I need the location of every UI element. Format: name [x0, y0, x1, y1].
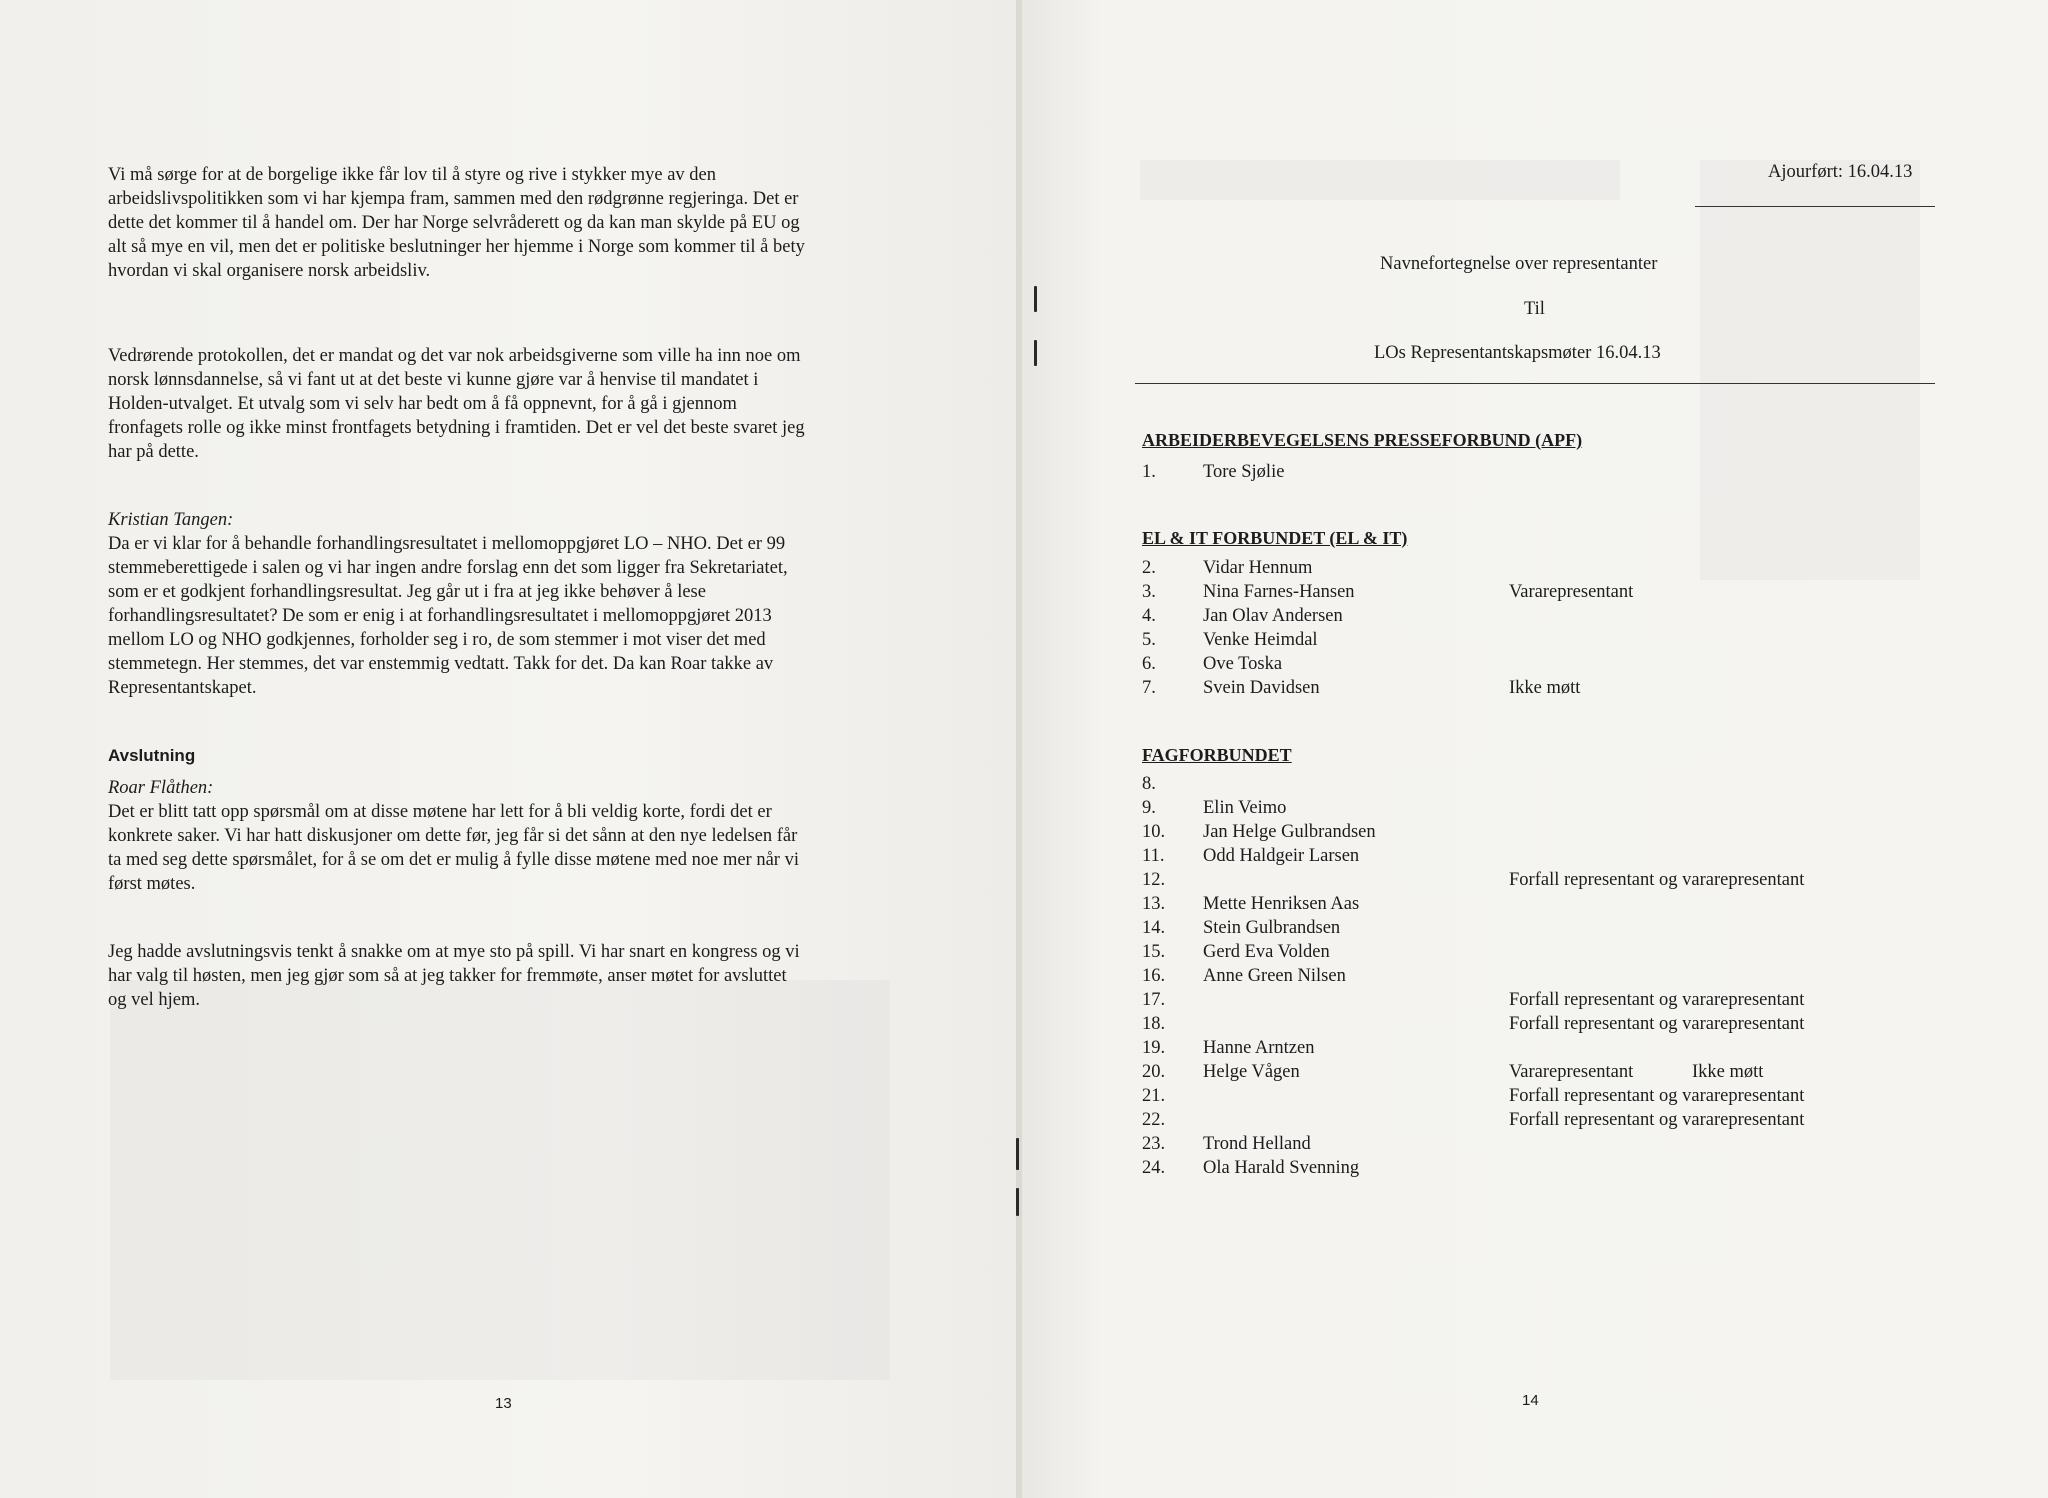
member-note: Forfall representant og vararepresentant	[1509, 990, 1805, 1010]
member-number: 22.	[1142, 1110, 1166, 1130]
list-item	[1142, 868, 1962, 892]
member-note: Forfall representant og vararepresentant	[1509, 1110, 1805, 1130]
text-line: stemmeberettigede i salen og vi har ingen andre forslag enn det som ligger fra Sekretariatet,	[108, 558, 788, 578]
list-item	[1142, 964, 1962, 988]
show-through-shadow	[110, 980, 890, 1380]
page-number: 13	[495, 1395, 512, 1412]
list-item	[1142, 628, 1962, 652]
member-name: Stein Gulbrandsen	[1203, 918, 1341, 938]
member-name: Helge Vågen	[1203, 1062, 1300, 1082]
org-heading-el-it: EL & IT FORBUNDET (EL & IT)	[1142, 528, 1408, 548]
text-line: hvordan vi skal organisere norsk arbeidsliv.	[108, 261, 431, 281]
member-name: Hanne Arntzen	[1203, 1038, 1315, 1058]
text-line: konkrete saker. Vi har hatt diskusjoner om dette før, jeg får si det sånn at den nye ledelsen får	[108, 826, 798, 846]
page-gutter	[1016, 0, 1022, 1498]
header-rule	[1695, 206, 1935, 207]
page-number: 14	[1522, 1392, 1539, 1409]
member-name: Mette Henriksen Aas	[1203, 894, 1360, 914]
list-item	[1142, 580, 1962, 604]
text-line: dette det kommer til å handel om. Der har Norge selvråderett og da kan man skylde på EU og	[108, 213, 800, 233]
list-item	[1142, 652, 1962, 676]
member-name: Venke Heimdal	[1203, 630, 1318, 650]
staple-mark	[1034, 340, 1037, 366]
list-item	[1142, 988, 1962, 1012]
updated-date: Ajourført: 16.04.13	[1768, 162, 1913, 182]
member-number: 13.	[1142, 894, 1166, 914]
text-line: Det er blitt tatt opp spørsmål om at disse møtene har lett for å bli veldig korte, fordi det er	[108, 802, 772, 822]
member-note: Vararepresentant	[1509, 582, 1634, 602]
paragraph-3	[108, 508, 898, 700]
staple-mark	[1034, 286, 1037, 312]
member-number: 5.	[1142, 630, 1156, 650]
text-line: forhandlingsresultatet? De som er enig i at forhandlingsresultatet i mellomoppgjøret 2013	[108, 606, 772, 626]
list-item	[1142, 1012, 1962, 1036]
member-number: 17.	[1142, 990, 1166, 1010]
text-line: Vedrørende protokollen, det er mandat og det var nok arbeidsgiverne som ville ha inn noe om	[108, 346, 801, 366]
text-line: fronfagets rolle og ikke minst frontfagets betydning i framtiden. Det er vel det beste svaret jeg	[108, 418, 805, 438]
member-name: Ola Harald Svenning	[1203, 1158, 1360, 1178]
member-number: 16.	[1142, 966, 1166, 986]
member-note: Forfall representant og vararepresentant	[1509, 1086, 1805, 1106]
member-number: 6.	[1142, 654, 1156, 674]
list-subtitle: LOs Representantskapsmøter 16.04.13	[1374, 343, 1661, 363]
speaker-name: Kristian Tangen:	[108, 510, 234, 530]
member-note: Ikke møtt	[1509, 678, 1581, 698]
list-item	[1142, 892, 1962, 916]
list-item	[1142, 1084, 1962, 1108]
text-line: Da er vi klar for å behandle forhandlingsresultatet i mellomoppgjøret LO – NHO. Det er 99	[108, 534, 786, 554]
paragraph-1	[108, 163, 898, 283]
list-item	[1142, 796, 1962, 820]
text-line: stemmetegn. Her stemmes, det var enstemmig vedtatt. Takk for det. Da kan Roar takke av	[108, 654, 774, 674]
member-number: 7.	[1142, 678, 1156, 698]
list-item	[1142, 1132, 1962, 1156]
list-item	[1142, 820, 1962, 844]
text-line: ta med seg dette spørsmålet, for å se om det er mulig å fylle disse møtene med noe mer når vi	[108, 850, 799, 870]
text-line: norsk lønnsdannelse, så vi fant ut at det beste vi kunne gjøre var å henvise til mandatet i	[108, 370, 759, 390]
list-item	[1142, 844, 1962, 868]
member-note: Forfall representant og vararepresentant	[1509, 1014, 1805, 1034]
text-line: mellom LO og NHO godkjennes, forholder seg i ro, de som stemmer i mot viser det med	[108, 630, 766, 650]
member-number: 3.	[1142, 582, 1156, 602]
list-item	[1142, 1156, 1962, 1180]
member-number: 8.	[1142, 774, 1156, 794]
member-number: 19.	[1142, 1038, 1166, 1058]
member-number: 9.	[1142, 798, 1156, 818]
member-name: Jan Olav Andersen	[1203, 606, 1343, 626]
list-item	[1142, 676, 1962, 700]
list-title: Navnefortegnelse over representanter	[1380, 254, 1658, 274]
text-line: Vi må sørge for at de borgelige ikke får lov til å styre og rive i stykker mye av den	[108, 165, 717, 185]
text-line: som er et godkjent forhandlingsresultat. Jeg går ut i fra at jeg ikke behøver å lese	[108, 582, 706, 602]
member-number: 10.	[1142, 822, 1166, 842]
member-name: Tore Sjølie	[1203, 462, 1285, 482]
member-name: Vidar Hennum	[1203, 558, 1313, 578]
section-heading: Avslutning	[108, 746, 196, 765]
list-item	[1142, 556, 1962, 580]
text-line: Holden-utvalget. Et utvalg som vi selv har bedt om å få oppnevnt, for å gå i gjennom	[108, 394, 737, 414]
show-through-shadow	[1700, 160, 1920, 580]
member-name: Elin Veimo	[1203, 798, 1287, 818]
member-number: 1.	[1142, 462, 1156, 482]
text-line: har valg til høsten, men jeg gjør som så at jeg takker for fremmøte, anser møtet for avsluttet	[108, 966, 787, 986]
org-heading-apf: ARBEIDERBEVEGELSENS PRESSEFORBUND (APF)	[1142, 430, 1583, 450]
closing-section	[108, 744, 898, 896]
member-number: 2.	[1142, 558, 1156, 578]
member-number: 23.	[1142, 1134, 1166, 1154]
text-line: Jeg hadde avslutningsvis tenkt å snakke om at mye sto på spill. Vi har snart en kongress og vi	[108, 942, 800, 962]
org-heading-fagforbundet: FAGFORBUNDET	[1142, 745, 1292, 765]
member-number: 12.	[1142, 870, 1166, 890]
staple-mark	[1016, 1138, 1019, 1170]
list-item	[1142, 1036, 1962, 1060]
paragraph-2	[108, 344, 898, 464]
text-line: først møtes.	[108, 874, 196, 894]
member-name: Gerd Eva Volden	[1203, 942, 1330, 962]
paragraph-5	[108, 940, 898, 1012]
text-line: Representantskapet.	[108, 678, 257, 698]
staple-mark	[1016, 1188, 1019, 1216]
list-item	[1142, 916, 1962, 940]
member-number: 20.	[1142, 1062, 1166, 1082]
list-item	[1142, 772, 1962, 796]
member-number: 21.	[1142, 1086, 1166, 1106]
list-item	[1142, 1108, 1962, 1132]
member-note: Forfall representant og vararepresentant	[1509, 870, 1805, 890]
list-item	[1142, 1060, 1962, 1084]
title-rule	[1135, 383, 1935, 384]
member-name: Svein Davidsen	[1203, 678, 1320, 698]
text-line: har på dette.	[108, 442, 199, 462]
member-name: Trond Helland	[1203, 1134, 1311, 1154]
member-number: 24.	[1142, 1158, 1166, 1178]
member-number: 18.	[1142, 1014, 1166, 1034]
member-number: 11.	[1142, 846, 1165, 866]
member-name: Odd Haldgeir Larsen	[1203, 846, 1360, 866]
list-item	[1142, 604, 1962, 628]
list-item	[1142, 940, 1962, 964]
member-name: Ove Toska	[1203, 654, 1283, 674]
list-title-to: Til	[1524, 299, 1545, 319]
member-number: 14.	[1142, 918, 1166, 938]
show-through-shadow	[1140, 160, 1620, 200]
member-number: 15.	[1142, 942, 1166, 962]
member-note: Vararepresentant	[1509, 1062, 1634, 1082]
member-name: Nina Farnes-Hansen	[1203, 582, 1355, 602]
text-line: og vel hjem.	[108, 990, 200, 1010]
member-note-secondary: Ikke møtt	[1692, 1062, 1764, 1082]
text-line: alt så mye en vil, men det er politiske beslutninger her hjemme i Norge som kommer til å bety	[108, 237, 805, 257]
member-name: Jan Helge Gulbrandsen	[1203, 822, 1376, 842]
member-name: Anne Green Nilsen	[1203, 966, 1346, 986]
text-line: arbeidslivspolitikken som vi har kjempa fram, sammen med den rødgrønne regjeringa. Det er	[108, 189, 799, 209]
speaker-name: Roar Flåthen:	[108, 778, 214, 798]
list-item	[1142, 460, 1962, 484]
member-number: 4.	[1142, 606, 1156, 626]
